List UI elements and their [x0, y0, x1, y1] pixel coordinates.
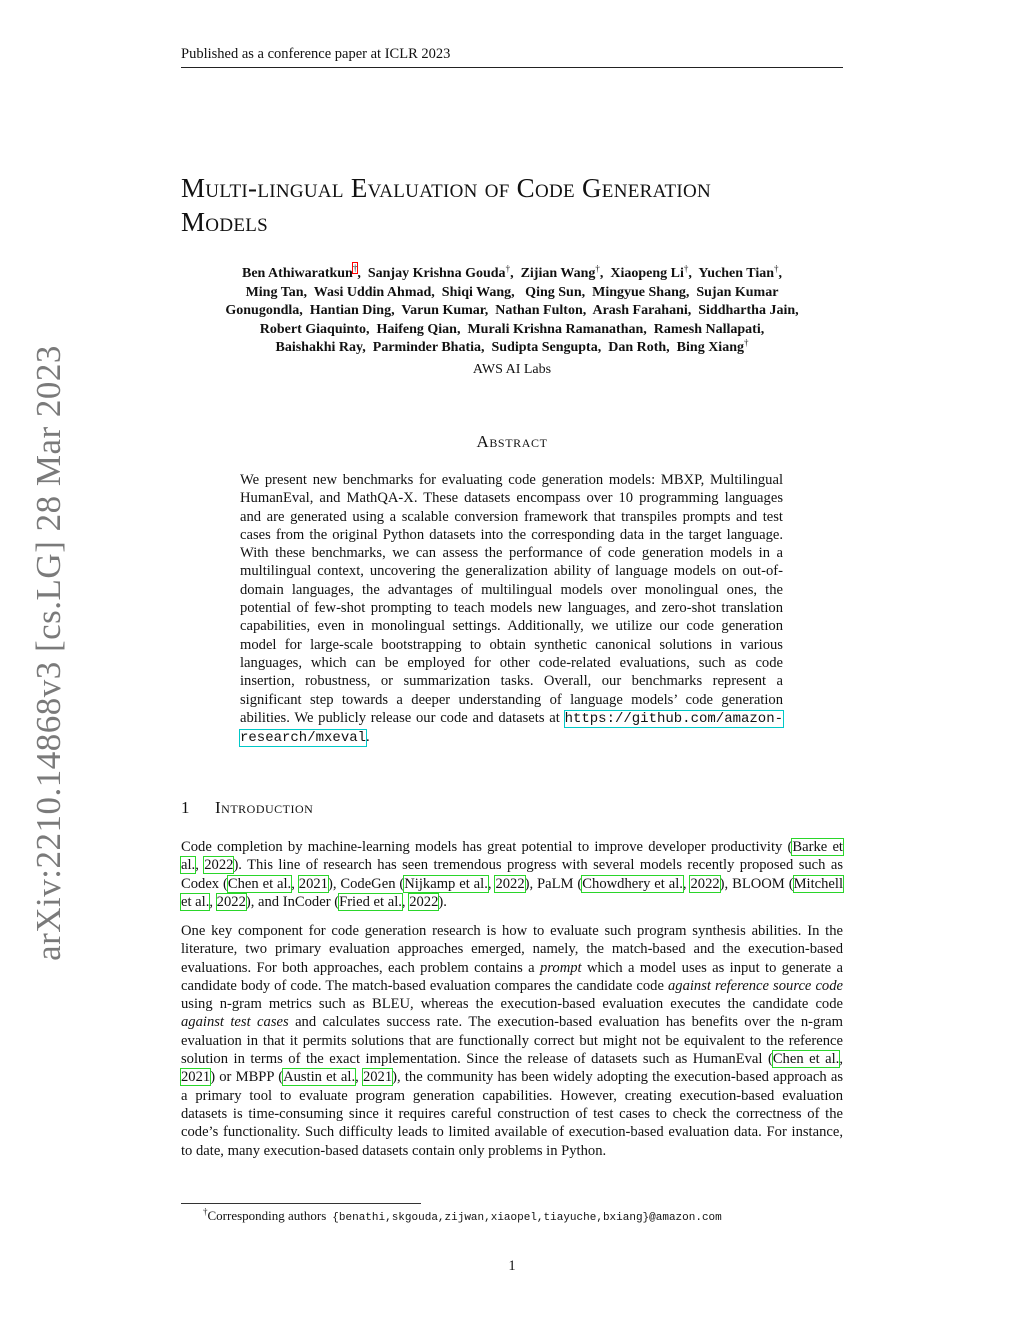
abstract-heading: Abstract [476, 432, 548, 451]
section-number: 1 [181, 798, 190, 817]
emphasis: against reference source code [667, 977, 843, 994]
author-line-3: Gonugondla, Hantian Ding, Varun Kumar, Nathan Fulton, Arash Farahani, Siddhartha Jain, [225, 303, 799, 318]
author-line-5: Baishakhi Ray, Parminder Bhatia, Sudipta Sengupta, Dan Roth, Bing Xiang† [275, 337, 749, 355]
citation-year-link[interactable]: 2022 [409, 893, 439, 910]
emphasis: against test cases [181, 1014, 289, 1031]
author-emails: {benathi,skgouda,zijwan,xiaopel,tiayuche,bxiang}@amazon.com [332, 1212, 722, 1224]
footnote-rule [181, 1203, 421, 1204]
citation-link[interactable]: Chowdhery et al. [582, 875, 683, 892]
footnote-marker: † [683, 263, 689, 274]
github-link[interactable]: https://github.com/amazon-research/mxeval [240, 710, 783, 747]
citation-year-link[interactable]: 2021 [181, 1069, 211, 1086]
citation-year-link[interactable]: 2022 [204, 857, 234, 874]
footnote-marker: † [505, 263, 511, 274]
intro-paragraph-2: One key component for code generation research is how to evaluate such program synthesis abilities. In the literature, two primary evaluation approaches emerged, namely, the match-based and the execution-based evaluations. For both approaches, each problem contains a prompt which a model uses as input to generate a candidate body of code. The match-based evaluation compares the candidate code against reference source code using n-gram metrics such as BLEU, whereas the execution-based evaluation executes the candidate code against test cases and calculates success rate. The execution-based evaluation has benefits over the n-gram evaluation in that it permits solutions that are functionally correct but might not be equivalent to the reference solution in terms of the exact implementation. Since the release of datasets such as HumanEval (Chen et al., 2021) or MBPP (Austin et al., 2021), the community has been widely adopting the execution-based approach as a primary tool to evaluate program generation capabilities. However, creating execution-based evaluation datasets is time-consuming since it requires careful construction of test cases to check the correctness of the code’s functionality. Such difficulty leads to limited available of execution-based evaluation data. For instance, to date, many execution-based datasets contain only problems in Python. [181, 923, 844, 1159]
title-line-1: Multi-lingual Evaluation of Code Generation [181, 173, 712, 203]
footnote-label: Corresponding authors [207, 1208, 327, 1223]
citation-link[interactable]: Chen et al. [227, 875, 292, 892]
affiliation: AWS AI Labs [472, 362, 552, 377]
title-line-2: Models [181, 207, 269, 237]
citation-year-link[interactable]: 2022 [216, 893, 246, 910]
citation-year-link[interactable]: 2021 [298, 875, 328, 892]
author-name: Sanjay Krishna Gouda†, [367, 263, 514, 281]
paper-title [181, 171, 851, 239]
footnote-marker: † [743, 337, 749, 348]
citation-link[interactable]: Austin et al. [283, 1069, 356, 1086]
author-line-2: Ming Tan, Wasi Uddin Ahmad, Shiqi Wang, Qing Sun, Mingyue Shang, Sujan Kumar [245, 284, 779, 300]
footnote [203, 1208, 722, 1224]
author-name: Xiaopeng Li†, [610, 263, 692, 281]
page-number: 1 [508, 1258, 516, 1274]
emphasis: prompt [539, 959, 582, 976]
section-heading [181, 798, 313, 818]
citation-link[interactable]: Barke et al. [181, 839, 843, 874]
citation-link[interactable]: Fried et al. [339, 893, 402, 910]
author-name: Yuchen Tian†, [698, 263, 783, 281]
citation-link[interactable]: Nijkamp et al. [404, 875, 488, 892]
intro-paragraph-1: Code completion by machine-learning models has great potential to improve developer productivity (Barke et al., 2022). This line of research has seen tremendous progress with several models recently proposed such as Codex (Chen et al., 2021), CodeGen (Nijkamp et al., 2022), PaLM (Chowdhery et al., 2022), BLOOM (Mitchell et al., 2022), and InCoder (Fried et al., 2022). [181, 839, 844, 910]
author-line-1 [181, 265, 843, 284]
abstract-body: We present new benchmarks for evaluating code generation models: MBXP, Multilingual HumanEval, and MathQA-X. These datasets encompass over 10 programming languages and are generated using a scalable conversion framework that transpiles prompts and test cases from the original Python datasets into the corresponding data in the target language. With these benchmarks, we can assess the performance of code generation models in a multilingual context, uncovering the generalization ability of language models on out-of-domain languages, the advantages of multilingual models over monolingual ones, the potential of few-shot prompting to teach models new languages, and zero-shot translation capabilities, even in monolingual settings. Additionally, we utilize our code generation model for large-scale bootstrapping to obtain synthetic canonical solutions in various languages, which can be employed for other code-related evaluations, such as code insertion, robustness, or summarization tasks. Overall, our benchmarks represent a significant step towards a deeper understanding of language models’ code generation abilities. We publicly release our code and datasets at https://github.com/amazon-research/mxeval. [240, 472, 783, 747]
citation-link[interactable]: Mitchell et al. [181, 875, 844, 910]
author-name: Zijian Wang†, [520, 263, 604, 281]
author-list [181, 265, 843, 358]
citation-year-link[interactable]: 2022 [690, 875, 720, 892]
footnote-marker: † [203, 1206, 208, 1217]
arxiv-stamp: arXiv:2210.14868v3 [cs.LG] 28 Mar 2023 [29, 345, 68, 961]
footnote-marker[interactable]: † [352, 263, 358, 274]
citation-link[interactable]: Chen et al. [772, 1051, 840, 1068]
section-title: Introduction [215, 798, 314, 817]
author-name[interactable]: Ben Athiwaratkun†, [241, 263, 361, 281]
citation-year-link[interactable]: 2021 [362, 1069, 393, 1086]
author-line-4: Robert Giaquinto, Haifeng Qian, Murali Krishna Ramanathan, Ramesh Nallapati, [259, 321, 765, 337]
running-header: Published as a conference paper at ICLR 2023 [181, 46, 843, 68]
citation-year-link[interactable]: 2022 [495, 875, 525, 892]
footnote-marker: † [774, 263, 779, 274]
footnote-marker: † [595, 263, 600, 274]
